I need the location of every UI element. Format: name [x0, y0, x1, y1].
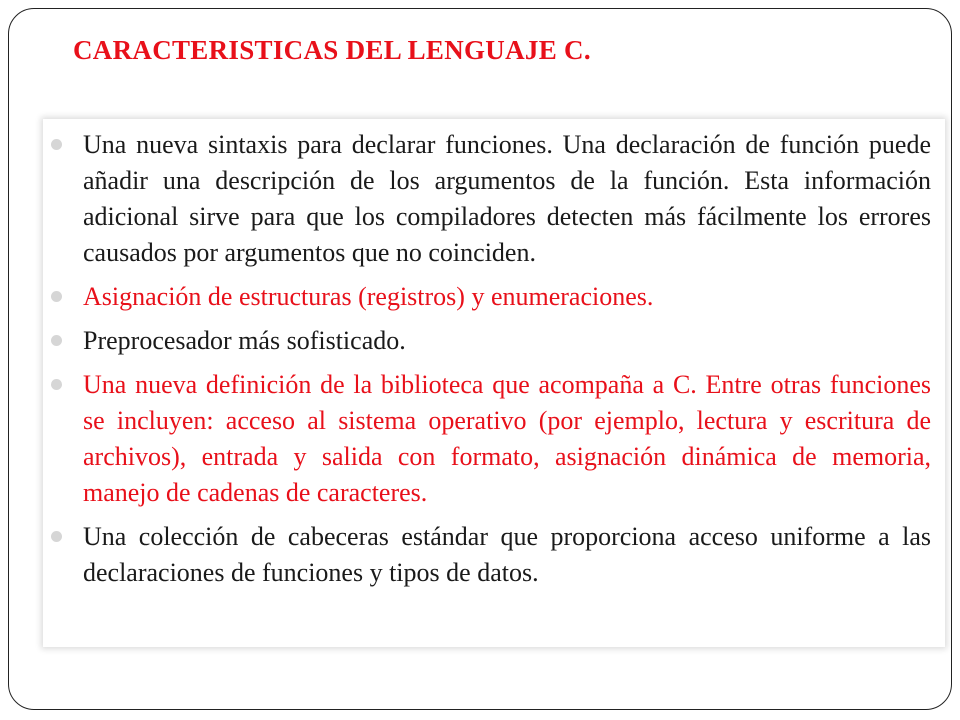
bullet-item-preprocessor [79, 323, 931, 359]
content-box [43, 119, 945, 647]
slide-title: CARACTERISTICAS DEL LENGUAJE C. [73, 35, 591, 65]
bullet-text: Preprocesador más sofisticado. [83, 326, 406, 355]
bullet-dot-icon [51, 335, 62, 346]
bullet-list [79, 127, 931, 591]
slide-frame [8, 8, 952, 710]
bullet-dot-icon [51, 291, 62, 302]
bullet-dot-icon [51, 139, 62, 150]
bullet-item-headers [79, 519, 931, 591]
bullet-item-function-syntax [79, 127, 931, 271]
bullet-dot-icon [51, 379, 62, 390]
bullet-dot-icon [51, 531, 62, 542]
bullet-item-library [79, 367, 931, 511]
bullet-text: Asignación de estructuras (registros) y enumeraciones. [83, 282, 654, 311]
bullet-item-structures [79, 279, 931, 315]
bullet-text: Una nueva definición de la biblioteca que acompaña a C. Entre otras funciones se incluyen: acceso al sistema operativo (por ejemplo, lectura y escritura de archivos), entrada y salida con formato, asignación dinámica de memoria, manejo de cadenas de caracteres. [83, 370, 931, 507]
bullet-text: Una nueva sintaxis para declarar funciones. Una declaración de función puede añadir una descripción de los argumentos de la función. Esta información adicional sirve para que los compiladores detecten más fácilmente los errores causados por argumentos que no coinciden. [83, 130, 931, 267]
bullet-text: Una colección de cabeceras estándar que proporciona acceso uniforme a las declaraciones de funciones y tipos de datos. [83, 522, 931, 587]
